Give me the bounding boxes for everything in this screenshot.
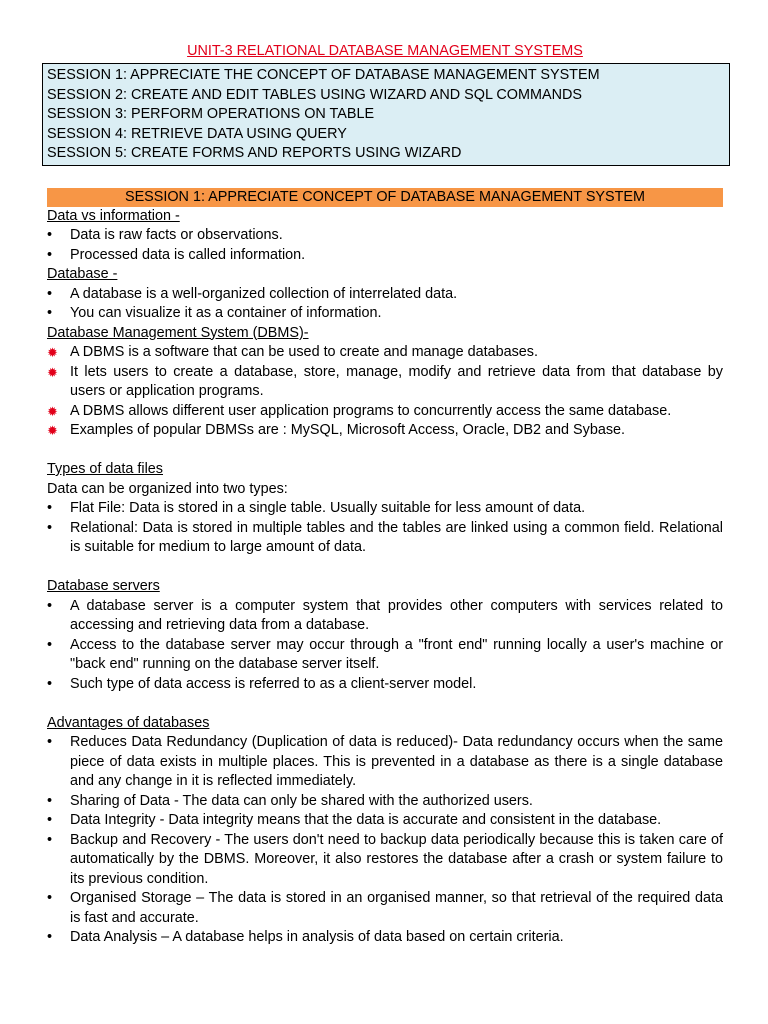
list-item: • A database server is a computer system that provides other computers with services related to accessing and retrieving data from a database. [47, 597, 723, 633]
document-page [47, 42, 723, 948]
session-line: SESSION 3: PERFORM OPERATIONS ON TABLE [47, 106, 375, 122]
list-item: ✹ A DBMS is a software that can be used to create and manage databases. [47, 343, 723, 363]
section-heading: Database Management System (DBMS)- [47, 324, 309, 341]
section-heading: Database servers [47, 578, 160, 594]
bullet-icon: • [47, 519, 53, 536]
bullet-icon: • [47, 734, 53, 750]
star-bullet-icon: ✹ [47, 364, 58, 380]
list-item: • Data Analysis – A database helps in analysis of data based on certain criteria. [47, 928, 723, 948]
list-item: ✹ Examples of popular DBMSs are : MySQL, Microsoft Access, Oracle, DB2 and Sybase. [47, 421, 723, 441]
section-heading: Advantages of databases [47, 714, 210, 731]
session1-banner: SESSION 1: APPRECIATE CONCEPT OF DATABASE MANAGEMENT SYSTEM [47, 188, 723, 207]
bullet-icon: • [47, 890, 53, 906]
list-item: • Processed data is called information. [47, 246, 723, 266]
list-item: • Reduces Data Redundancy (Duplication of data is reduced)- Data redundancy occurs when the same piece of data exists in multiple places. This is prevented in a database as there is a single database and any change in it is reflected immediately. [47, 734, 723, 789]
bullet-icon: • [47, 675, 53, 692]
sessions-box [42, 63, 730, 166]
session-line: SESSION 4: RETRIEVE DATA USING QUERY [47, 125, 347, 142]
bullet-icon: • [47, 792, 53, 809]
list-item: • Relational: Data is stored in multiple tables and the tables are linked using a common field. Relational is suitable for medium to large amount of data. [47, 519, 723, 555]
bullet-icon: • [47, 597, 53, 614]
bullet-list [47, 226, 723, 265]
list-item: • A database is a well-organized collection of interrelated data. [47, 285, 723, 305]
session-line: SESSION 2: CREATE AND EDIT TABLES USING WIZARD AND SQL COMMANDS [47, 86, 582, 103]
list-item: • You can visualize it as a container of information. [47, 304, 723, 324]
star-list [47, 343, 723, 441]
bullet-icon: • [47, 812, 53, 828]
list-item: • Data is raw facts or observations. [47, 226, 723, 246]
session-line: SESSION 1: APPRECIATE THE CONCEPT OF DATABASE MANAGEMENT SYSTEM [47, 67, 600, 83]
bullet-list [47, 285, 723, 324]
section-heading: Database - [47, 266, 118, 282]
bullet-icon: • [47, 636, 53, 653]
session-line: SESSION 5: CREATE FORMS AND REPORTS USING WIZARD [47, 145, 462, 161]
list-item: • Access to the database server may occur through a "front end" running locally a user's machine or "back end" running on the database server itself. [47, 636, 723, 672]
bullet-icon: • [47, 305, 53, 321]
star-bullet-icon: ✹ [47, 403, 58, 419]
list-item: ✹ A DBMS allows different user application programs to concurrently access the same database. [47, 402, 723, 422]
list-item: • Backup and Recovery - The users don't need to backup data periodically because this is taken care of automatically by the DBMS. Moreover, it also restores the database after a crash or system failure to its previous condition. [47, 831, 723, 887]
section-heading: Data vs information - [47, 207, 180, 224]
list-item: ✹ It lets users to create a database, store, manage, modify and retrieve data from that database by users or application programs. [47, 363, 723, 399]
bullet-icon: • [47, 227, 53, 243]
bullet-list [47, 499, 723, 558]
bullet-icon: • [47, 500, 53, 516]
list-item: • Organised Storage – The data is stored in an organised manner, so that retrieval of the required data is fast and accurate. [47, 890, 723, 926]
unit-title: UNIT-3 RELATIONAL DATABASE MANAGEMENT SYSTEMS [187, 43, 583, 59]
list-item: • Sharing of Data - The data can only be shared with the authorized users. [47, 792, 723, 812]
bullet-list [47, 597, 723, 695]
paragraph: Data can be organized into two types: [47, 480, 288, 497]
bullet-list [47, 733, 723, 948]
list-item: • Data Integrity - Data integrity means that the data is accurate and consistent in the database. [47, 811, 723, 831]
bullet-icon: • [47, 929, 53, 945]
section-heading: Types of data files [47, 461, 163, 477]
list-item: • Such type of data access is referred to as a client-server model. [47, 675, 723, 695]
bullet-icon: • [47, 831, 53, 848]
star-bullet-icon: ✹ [47, 345, 58, 360]
star-bullet-icon: ✹ [47, 423, 58, 438]
bullet-icon: • [47, 285, 53, 302]
bullet-icon: • [47, 246, 53, 263]
list-item: • Flat File: Data is stored in a single table. Usually suitable for less amount of data. [47, 499, 723, 519]
